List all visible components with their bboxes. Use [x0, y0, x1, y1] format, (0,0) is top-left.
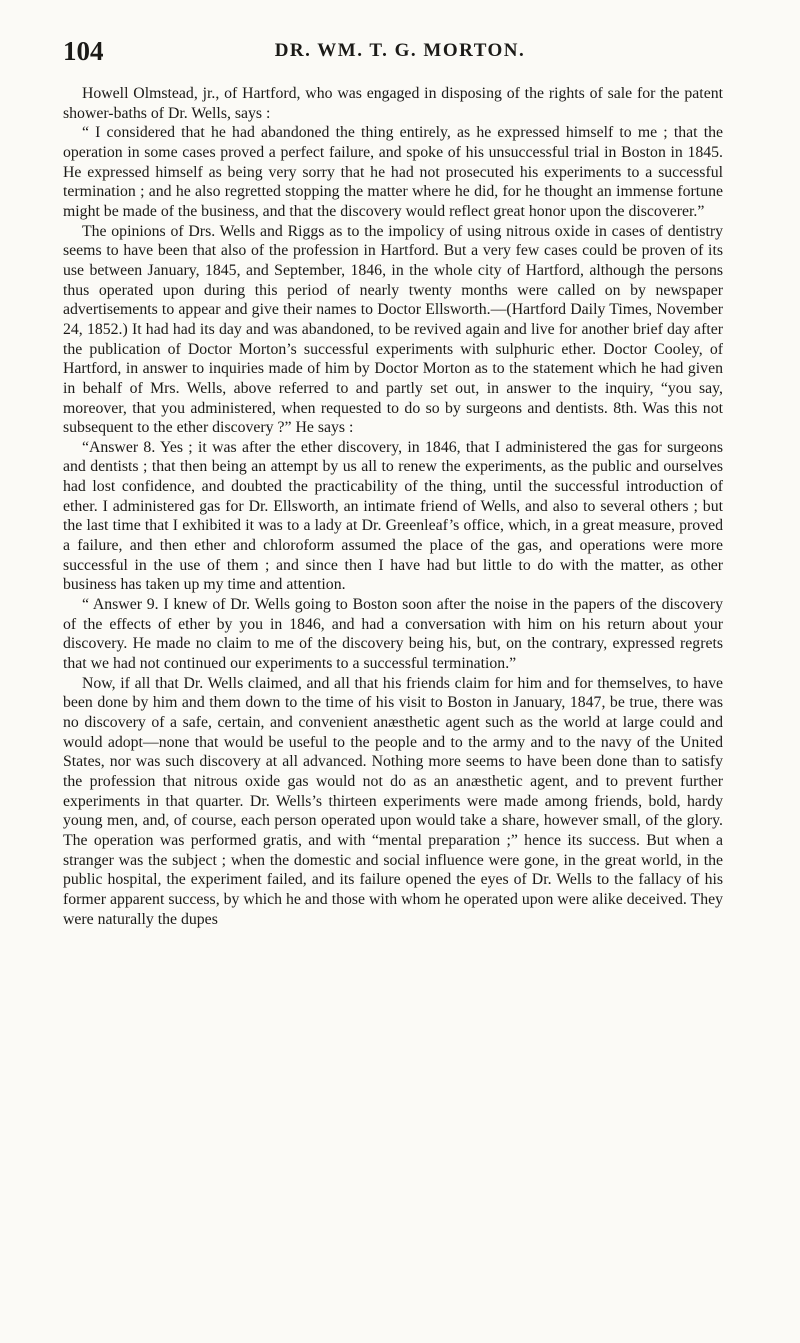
- paragraph: Howell Olmstead, jr., of Hartford, who was engaged in disposing of the rights of sale for the patent shower-baths of Dr. Wells, says :: [63, 85, 723, 122]
- paragraph: Now, if all that Dr. Wells claimed, and all that his friends claim for him and for themselves, to have been done by him and them down to the time of his visit to Boston in January, 1847, be true, there was no discovery of a safe, certain, and convenient anæsthetic agent such as the world at large could and would adopt—none that would be useful to the people and to the army and to the navy of the United States, nor was such discovery at all advanced. Nothing more seems to have been done than to satisfy the profession that nitrous oxide gas would not do as an anæsthetic agent, and to prevent further experiments in that quarter. Dr. Wells’s thirteen experiments were made among friends, bold, hardy young men, and, of course, each person operated upon would take a share, however small, of the glory. The operation was performed gratis, and with “mental preparation ;” hence its success. But when a stranger was the subject ; when the domestic and social influence were gone, in the great world, in the public hospital, the experiment failed, and its failure opened the eyes of Dr. Wells to the fallacy of his former apparent success, by which he and those with whom he operated upon were alike deceived. They were naturally the dupes: [63, 674, 723, 928]
- paragraph: “ I considered that he had abandoned the thing entirely, as he expressed himself to me ; that the operation in some cases proved a perfect failure, and spoke of his unsuccessful trial in Boston in 1845. He expressed himself as being very sorry that he had not prosecuted his experiments to a successful termination ; and he also regretted stopping the matter where he did, for he thought an immense fortune might be made of the business, and that the discovery would reflect great honor upon the discoverer.”: [63, 124, 723, 220]
- page-number: 104: [63, 36, 104, 66]
- paragraph: “Answer 8. Yes ; it was after the ether discovery, in 1846, that I administered the gas for surgeons and dentists ; that then being an attempt by us all to renew the experiments, as the public and ourselves had lost confidence, and doubted the practicability of the thing, until the successful introduction of ether. I administered gas for Dr. Ellsworth, an intimate friend of Wells, and also to several others ; but the last time that I exhibited it was to a lady at Dr. Greenleaf’s office, which, in a great measure, proved a failure, and then ether and chloroform assumed the place of the gas, and operations were more successful in the use of them ; and since then I have had but little to do with the matter, as other business has taken up my time and attention.: [63, 438, 723, 594]
- paragraph: The opinions of Drs. Wells and Riggs as to the impolicy of using nitrous oxide in cases of dentistry seems to have been that also of the profession in Hartford. But a very few cases could be proven of its use between January, 1845, and September, 1846, in the whole city of Hartford, although the persons thus operated upon during this period of nearly twenty months were called on by newspaper advertisements to appear and give their names to Doctor Ellsworth.—(Hartford Daily Times, November 24, 1852.) It had had its day and was abandoned, to be revived again and live for another brief day after the publication of Doctor Morton’s successful experiments with sulphuric ether. Doctor Cooley, of Hartford, in answer to inquiries made of him by Doctor Morton as to the statement which he had given in behalf of Mrs. Wells, above referred to and partly set out, in answer to the inquiry, “you say, moreover, that you administered, when requested to do so by surgeons and dentists. 8th. Was this not subsequent to the ether discovery ?” He says :: [63, 222, 723, 437]
- running-head: DR. WM. T. G. MORTON.: [274, 40, 526, 61]
- body-text: [63, 84, 723, 929]
- paragraph: “ Answer 9. I knew of Dr. Wells going to Boston soon after the noise in the papers of the discovery of the effects of ether by you in 1846, and had a conversation with him on his return about your discovery. He made no claim to me of the discovery being his, but, on the contrary, expressed regrets that we had not continued our experiments to a successful termination.”: [63, 596, 723, 673]
- page-header: [0, 36, 800, 76]
